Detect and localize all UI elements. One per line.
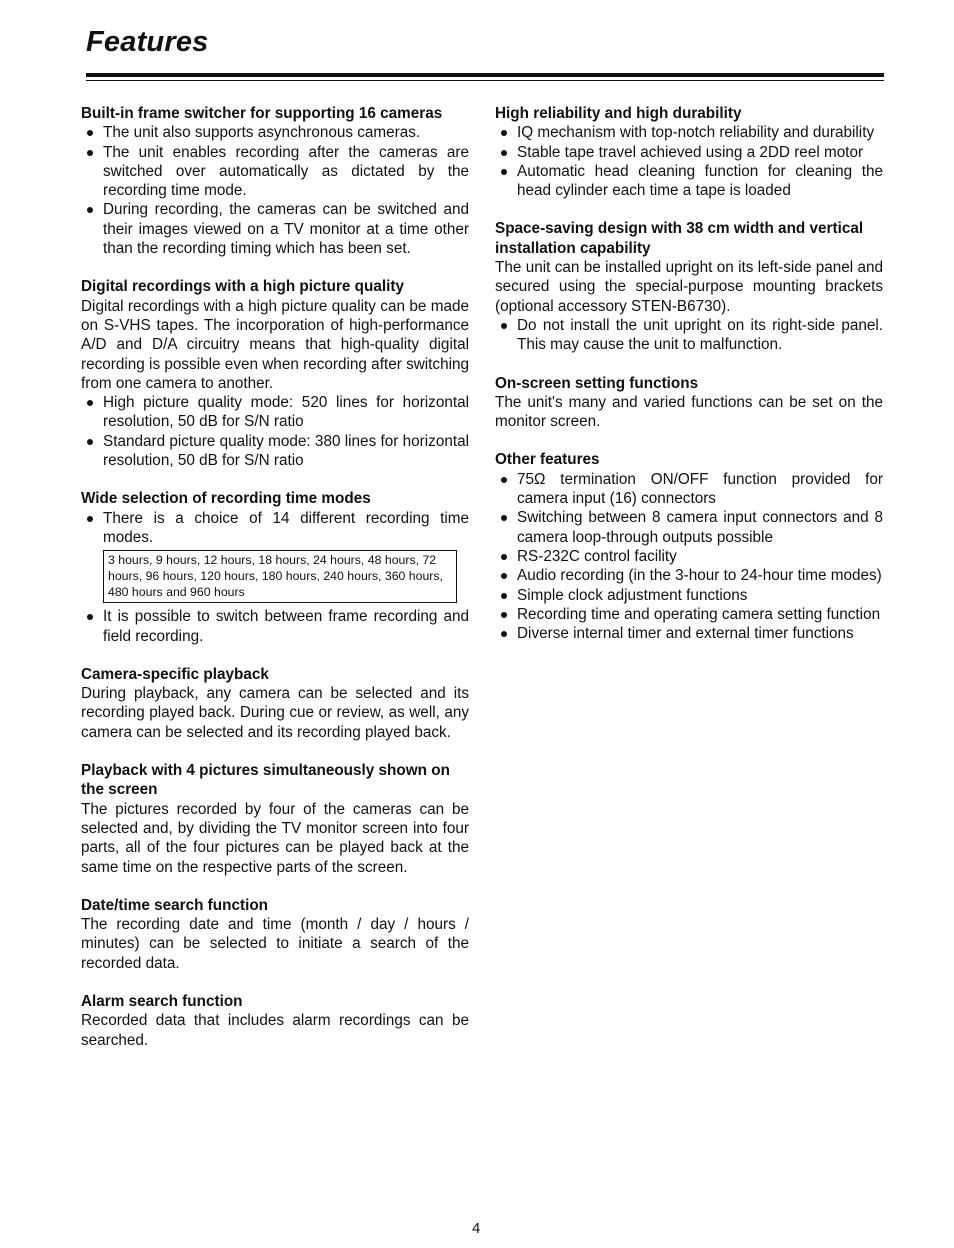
- page-title: Features: [86, 26, 209, 58]
- section-heading: Date/time search function: [81, 896, 269, 914]
- section-body: The unit's many and varied functions can be set on the monitor screen.: [495, 393, 883, 431]
- section-body: Digital recordings with a high picture quality can be made on S-VHS tapes. The incorporation of high-performance A/D and D/A circuitry means that high-quality digital recording is possible even when recording after switching from one camera to another.: [81, 297, 469, 392]
- list-item: During recording, the cameras can be switched and their images viewed on a TV monitor at a time other than the recording timing which has been set.: [81, 200, 469, 258]
- bullet-list: [81, 509, 469, 548]
- section-heading: Digital recordings with a high picture quality: [81, 278, 404, 296]
- section-frame-switcher: [81, 104, 469, 258]
- page-number: 4: [472, 1220, 481, 1237]
- section-date-time-search: [81, 896, 469, 973]
- section-on-screen-setting: [495, 374, 883, 432]
- list-item: The unit enables recording after the cameras are switched over automatically as dictated by the recording time mode.: [81, 143, 469, 201]
- title-rule-thick: [86, 73, 884, 77]
- section-heading: High reliability and high durability: [495, 105, 742, 122]
- section-heading: Wide selection of recording time modes: [81, 490, 371, 508]
- list-item: Audio recording (in the 3-hour to 24-hour time modes): [495, 566, 883, 585]
- list-item: RS-232C control facility: [495, 547, 883, 566]
- section-body: During playback, any camera can be selected and its recording played back. During cue or review, as well, any camera can be selected and its recording played back.: [81, 685, 469, 741]
- list-item: Diverse internal timer and external timer functions: [495, 624, 883, 643]
- list-item: The unit also supports asynchronous cameras.: [81, 123, 469, 142]
- section-body: Recorded data that includes alarm recordings can be searched.: [81, 1012, 469, 1049]
- bullet-list: [495, 123, 883, 200]
- section-reliability: [495, 104, 883, 200]
- section-recording-time-modes: [81, 489, 469, 645]
- section-heading: Space-saving design with 38 cm width and vertical installation capability: [495, 220, 864, 257]
- section-body: The unit can be installed upright on its left-side panel and secured using the special-purpose mounting brackets (optional accessory STEN-B6730).: [495, 259, 883, 315]
- bullet-list: [495, 470, 883, 644]
- right-column: [495, 104, 883, 662]
- bullet-list: [81, 123, 469, 258]
- section-body: The pictures recorded by four of the cameras can be selected and, by dividing the TV monitor screen into four parts, all of the four pictures can be played back at the same time on the respective parts of the screen.: [81, 800, 469, 876]
- recording-modes-box: 3 hours, 9 hours, 12 hours, 18 hours, 24 hours, 48 hours, 72 hours, 96 hours, 120 hours, 180 hours, 240 hours, 360 hours, 480 hours and 960 hours: [103, 550, 457, 603]
- section-alarm-search: [81, 992, 469, 1050]
- section-body: The recording date and time (month / day / hours / minutes) can be selected to initiate a search of the recorded data.: [81, 916, 469, 972]
- list-item: There is a choice of 14 different recording time modes.: [81, 509, 469, 548]
- list-item: 75Ω termination ON/OFF function provided for camera input (16) connectors: [495, 470, 883, 509]
- list-item: Stable tape travel achieved using a 2DD reel motor: [495, 143, 883, 162]
- section-heading: Built-in frame switcher for supporting 16 cameras: [81, 105, 443, 122]
- section-heading: Other features: [495, 451, 600, 469]
- list-item: Switching between 8 camera input connectors and 8 camera loop-through outputs possible: [495, 508, 883, 547]
- list-item: Do not install the unit upright on its right-side panel. This may cause the unit to malfunction.: [495, 316, 883, 355]
- section-digital-recordings: [81, 277, 469, 470]
- left-column: [81, 104, 469, 1069]
- section-heading: Playback with 4 pictures simultaneously shown on the screen: [81, 762, 450, 799]
- section-heading: Camera-specific playback: [81, 665, 269, 683]
- list-item: Automatic head cleaning function for cleaning the head cylinder each time a tape is loaded: [495, 162, 883, 201]
- title-rule-thin: [86, 80, 884, 81]
- list-item: It is possible to switch between frame recording and field recording.: [81, 607, 469, 646]
- list-item: IQ mechanism with top-notch reliability and durability: [495, 123, 883, 142]
- list-item: Standard picture quality mode: 380 lines for horizontal resolution, 50 dB for S/N ratio: [81, 432, 469, 471]
- bullet-list: [81, 607, 469, 646]
- section-other-features: [495, 450, 883, 643]
- bullet-list: [81, 393, 469, 470]
- section-camera-playback: [81, 665, 469, 742]
- list-item: High picture quality mode: 520 lines for horizontal resolution, 50 dB for S/N ratio: [81, 393, 469, 432]
- list-item: Recording time and operating camera setting function: [495, 605, 883, 624]
- list-item: Simple clock adjustment functions: [495, 586, 883, 605]
- section-space-saving: [495, 219, 883, 354]
- section-heading: On-screen setting functions: [495, 374, 699, 392]
- bullet-list: [495, 316, 883, 355]
- section-four-pictures: [81, 761, 469, 877]
- section-heading: Alarm search function: [81, 992, 243, 1010]
